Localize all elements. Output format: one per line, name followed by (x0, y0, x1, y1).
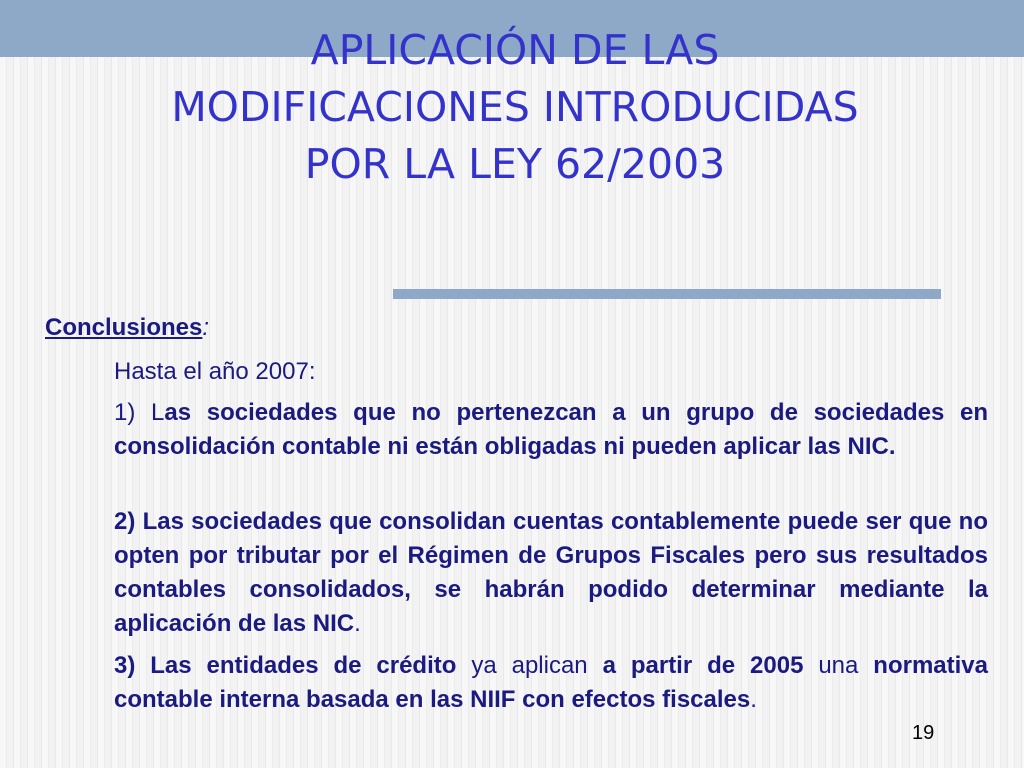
conclusion-3 (114, 649, 988, 717)
heading-colon: : (202, 314, 210, 341)
subheading: Hasta el año 2007: (114, 358, 316, 385)
conclusion-2-text: 2) Las sociedades que consolidan cuentas contablemente puede ser que no opten por tributar por el Régimen de Grupos Fiscales pero sus resultados contables consolidados, se habrán podido determinar mediante la aplicación de las NIC (114, 508, 988, 637)
slide-title (0, 22, 1024, 193)
conclusion-3-bold-3: normativa contable interna basada en las NIIF con efectos fiscales (114, 652, 988, 713)
title-divider (393, 289, 941, 299)
conclusion-3-bold-1: 3) Las entidades de crédito (114, 652, 457, 679)
conclusion-2 (114, 505, 988, 641)
section-heading (45, 314, 209, 342)
page-number: 19 (912, 722, 935, 744)
title-line-1: APLICACIÓN DE LAS (310, 26, 720, 74)
conclusion-3-end: . (750, 686, 757, 713)
conclusion-3-bold-2: a partir de 2005 (602, 652, 804, 679)
conclusion-1 (114, 396, 988, 464)
title-line-3: POR LA LEY 62/2003 (304, 140, 726, 188)
conclusion-1-prefix: 1) L (114, 399, 165, 426)
title-line-2: MODIFICACIONES INTRODUCIDAS (171, 83, 859, 131)
heading-word: Conclusiones (45, 314, 203, 341)
conclusion-2-end: . (354, 610, 361, 637)
conclusion-3-text-2: una (803, 652, 874, 679)
conclusion-1-text: as sociedades que no pertenezcan a un grupo de sociedades en consolidación contable ni están obligadas ni pueden aplicar las NIC. (114, 399, 989, 460)
conclusion-3-text-1: ya aplican (456, 652, 603, 679)
